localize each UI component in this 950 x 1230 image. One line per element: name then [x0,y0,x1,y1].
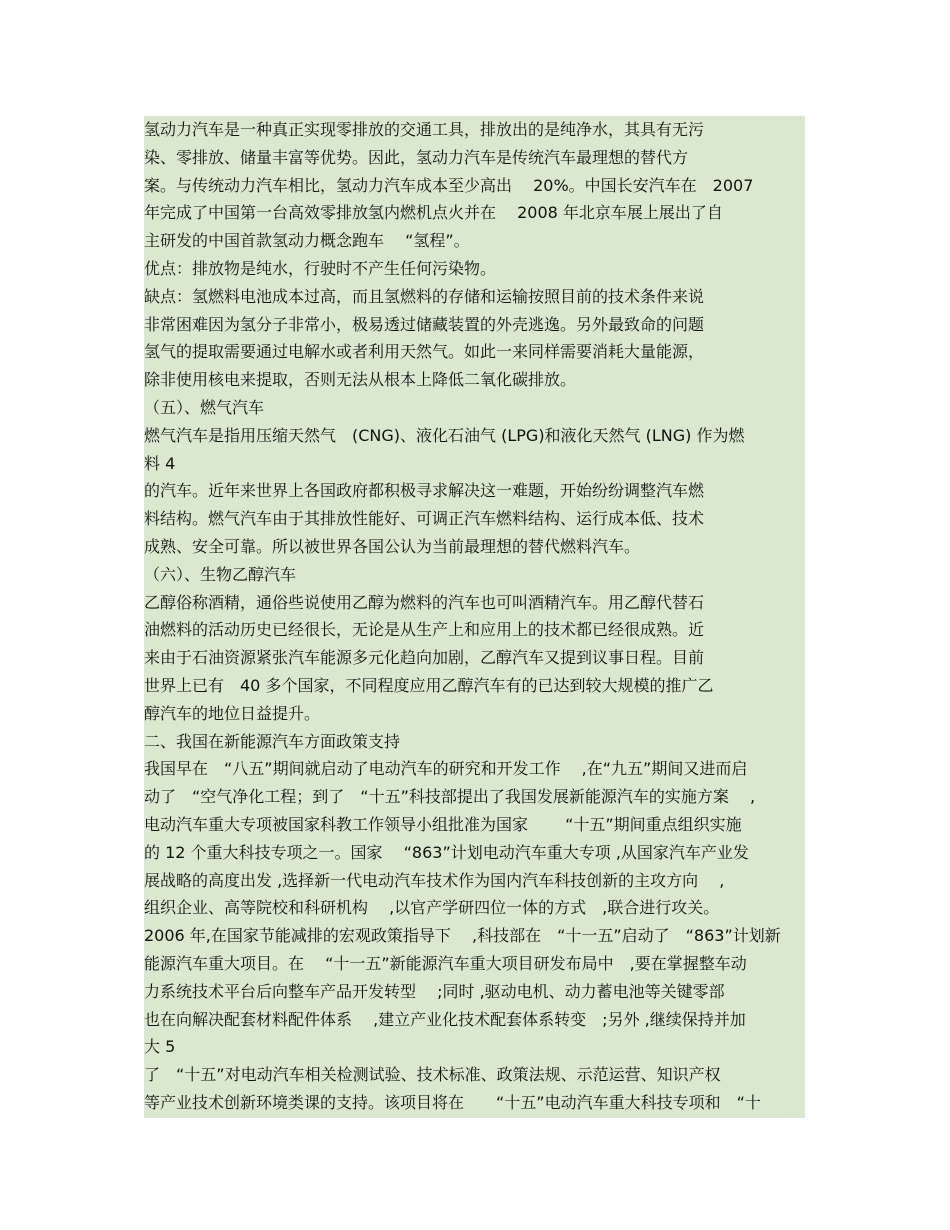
text-line: 油燃料的活动历史已经很长，无论是从生产上和应用上的技术都已经很成熟。近 [144,620,705,640]
text-line: 优点：排放物是纯水，行驶时不产生任何污染物。 [144,259,497,278]
text-line: 展战略的高度出发 ,选择新一代电动汽车技术作为国内汽车科技创新的主攻方向 , [144,870,725,890]
text-line: 料 4 [144,453,176,473]
section-heading: （六）、生物乙醇汽车 [144,564,297,584]
section-heading: （五）、燃气汽车 [144,398,265,417]
text-line: 大 5 [144,1037,176,1057]
text-line: 乙醇俗称酒精，通俗些说使用乙醇为燃料的汽车也可叫酒精汽车。用乙醇代替石 [144,592,705,612]
text-line: 燃气汽车是指用压缩天然气 (CNG)、液化石油气 (LPG)和液化天然气 (LNG) 作为燃 [144,425,745,445]
text-line: 成熟、安全可靠。所以被世界各国公认为当前最理想的替代燃料汽车。 [144,537,641,556]
text-line: 的汽车。近年来世界上各国政府都积极寻求解决这一难题，开始纷纷调整汽车燃 [144,481,705,501]
text-line: 力系统技术平台后向整车产品开发转型 ;同时 ,驱动电机、动力蓄电池等关键零部 [144,981,725,1001]
text-line: 来由于石油资源紧张汽车能源多元化趋向加剧，乙醇汽车又提到议事日程。目前 [144,648,705,668]
text-line: 组织企业、高等院校和科研机构 ,以官产学研四位一体的方式 ,联合进行攻关。 [144,898,720,918]
text-line: 除非使用核电来提取，否则无法从根本上降低二氧化碳排放。 [144,370,577,390]
text-line: 主研发的中国首款氢动力概念跑车 “氢程”。 [144,231,470,251]
text-line: 醇汽车的地位日益提升。 [144,703,321,723]
text-line: 染、零排放、储量丰富等优势。因此，氢动力汽车是传统汽车最理想的替代方 [144,147,689,167]
text-line: 缺点：氢燃料电池成本过高，而且氢燃料的存储和运输按照目前的技术条件来说 [144,286,705,306]
text-line: 非常困难因为氢分子非常小，极易透过储藏装置的外壳逃逸。另外最致命的问题 [144,314,705,334]
text-line: 世界上已有 40 多个国家，不同程度应用乙醇汽车有的已达到较大规模的推广乙 [144,676,714,695]
text-line: 2006 年,在国家节能减排的宏观政策指导下 ,科技部在 “十一五”启动了 “863”计划新 [144,926,781,946]
text-line: 料结构。燃气汽车由于其排放性能好、可调正汽车燃料结构、运行成本低、技术 [144,509,705,529]
text-line: 能源汽车重大项目。在 “十一五”新能源汽车重大项目研发布局中 ,要在掌握整车动 [144,954,747,973]
text-line: 年完成了中国第一台高效零排放氢内燃机点火并在 2008 年北京车展上展出了自 [144,203,723,223]
text-line: 了 “十五”对电动汽车相关检测试验、技术标准、政策法规、示范运营、知识产权 [144,1065,721,1085]
text-line: 动了 “空气净化工程；到了 “十五”科技部提出了我国发展新能源汽车的实施方案 , [144,787,756,807]
text-line: 的 12 个重大科技专项之一。国家 “863”计划电动汽车重大专项 ,从国家汽车产业发 [144,842,749,862]
text-line: 案。与传统动力汽车相比，氢动力汽车成本至少高出 20%。中国长安汽车在 2007 [144,175,754,195]
text-line: 也在向解决配套材料配件体系 ,建立产业化技术配套体系转变 ;另外 ,继续保持并加 [144,1009,746,1029]
text-line: 氢动力汽车是一种真正实现零排放的交通工具，排放出的是纯净水，其具有无污 [144,120,705,139]
text-line: 我国早在 “八五”期间就启动了电动汽车的研究和开发工作 ,在“九五”期间又进而启 [144,759,748,779]
section-heading: 二、我国在新能源汽车方面政策支持 [144,731,401,751]
text-line: 等产业技术创新环境类课的支持。该项目将在 “十五”电动汽车重大科技专项和 “十 [144,1093,761,1112]
text-line: 氢气的提取需要通过电解水或者利用天然气。如此一来同样需要消耗大量能源， [144,342,705,362]
document-page [144,116,805,1118]
text-line: 电动汽车重大专项被国家科教工作领导小组批准为国家 “十五”期间重点组织实施 [144,815,742,834]
